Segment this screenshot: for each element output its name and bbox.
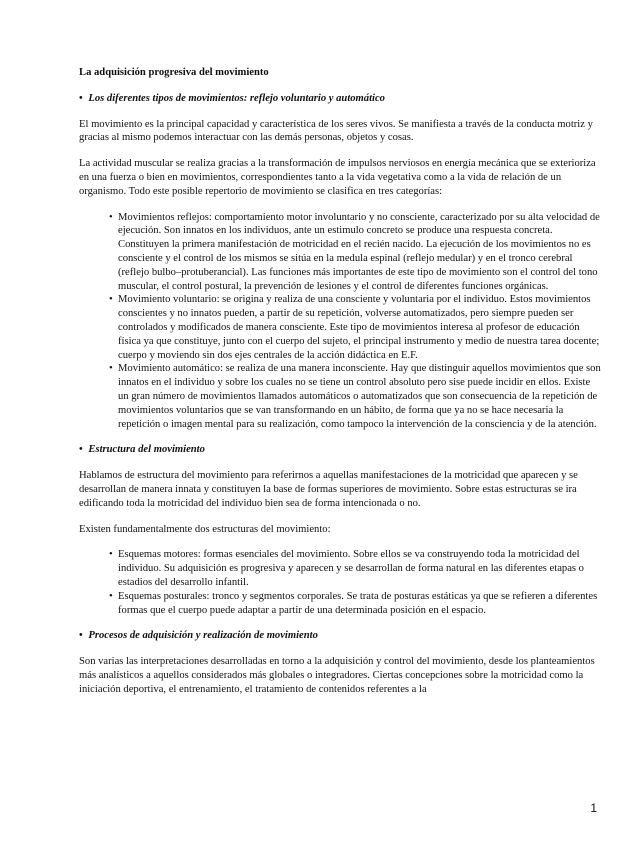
bullet-icon: •: [79, 92, 83, 104]
bullet-list-tipos: [79, 211, 601, 432]
section-heading-text: Procesos de adquisición y realización de movimiento: [88, 630, 318, 642]
document-body: [79, 66, 601, 708]
list-item: • Esquemas posturales: tronco y segmentos corporales. Se trata de posturas estáticas ya que se refieren a diferentes formas que el cuerpo puede adaptar a partir de una determinada posición en el espacio.: [118, 590, 601, 618]
section-heading-text: Los diferentes tipos de movimientos: reflejo voluntario y automático: [88, 92, 385, 104]
paragraph: Son varias las interpretaciones desarrolladas en torno a la adquisición y control del movimiento, desde los planteamientos más analísticos a aquellos considerados más globales o integradores. Ciertas concepciones sobre la motricidad como la iniciación deportiva, el entrenamiento, el tratamiento de contenidos referentes a la: [79, 656, 595, 695]
list-item: • Movimiento automático: se realiza de una manera inconsciente. Hay que distinguir aquellos movimientos que son innatos en el individuo y sobre los cuales no se tiene un control absoluto pero sise puede incidir en ellos. Existe un gran número de movimientos llamados automáticos o automatizados que son consecuencia de la repetición de movimientos voluntarios que se van transformando en un hábito, de forma que ya no se hace necesaria la repetición o imagen mental para su realización, como tampoco la intervención de la consciencia y de la atención.: [118, 362, 601, 431]
bullet-icon: •: [79, 630, 83, 642]
paragraph: La actividad muscular se realiza gracias a la transformación de impulsos nerviosos en energía mecánica que se exterioriza en una fuerza o bien en movimientos, correspondientes tanto a la vida vegetativa como a la vida de relación de un organismo. Todo este posible repertorio de movimiento se clasifica en tres categorías:: [79, 158, 596, 197]
bullet-list-estructuras: [79, 548, 601, 617]
bullet-icon: •: [79, 444, 83, 456]
page-number: 1: [590, 801, 597, 815]
section-heading-text: Estructura del movimiento: [88, 444, 205, 456]
section-heading-estructura: [79, 443, 601, 457]
list-item: • Movimientos reflejos: comportamiento motor involuntario y no consciente, caracterizado por su alta velocidad de ejecución. Son innatos en los individuos, ante un estimulo concreto se produce una respuesta concreta. Constituyen la primera manifestación de motricidad en el recién nacido. La ejecución de los movimientos no es consciente y el control de los mismos se sitúa en la medula espinal (reflejo medular) y en el tronco cerebral (reflejo bulbo–protuberancial). Las funciones más importantes de este tipo de movimiento son el control del tono muscular, el control postural, la prevención de lesiones y el control de diferentes funciones orgánicas.: [118, 211, 601, 294]
paragraph: Existen fundamentalmente dos estructuras del movimiento:: [79, 523, 331, 535]
list-item: • Movimiento voluntario: se origina y realiza de una consciente y voluntaria por el individuo. Estos movimientos conscientes y no innatos pueden, a partir de su repetición, volverse automatizados, pero siempre pueden ser controlados y modificados de manera consciente. Este tipo de movimientos interesa al profesor de educación física ya que constituye, junto con el cuerpo del sujeto, el principal instrumento y medio de nuestra tarea docente; cuerpo y moviendo sin dos ejes centrales de la acción didáctica en E.F.: [118, 293, 601, 362]
list-item: • Esquemas motores: formas esenciales del movimiento. Sobre ellos se va construyendo toda la motricidad del individuo. Su adquisición es progresiva y aparecen y se desarrollan de forma natural en las diferentes etapas o estadios del desarrollo infantil.: [118, 548, 601, 589]
section-heading-tipos-movimientos: [79, 92, 601, 106]
paragraph: El movimiento es la principal capacidad y característica de los seres vivos. Se manifiesta a través de la conducta motriz y gracias al mismo podemos interactuar con las demás personas, objetos y cosas.: [79, 118, 593, 144]
document-title: La adquisición progresiva del movimiento: [79, 67, 269, 78]
paragraph: Hablamos de estructura del movimiento para referirnos a aquellas manifestaciones de la motricidad que aparecen y se desarrollan de manera innata y constituyen la base de formas superiores de movimiento. Sobre estas estructuras se ira edificando toda la motricidad del individuo bien sea de forma intencionada o no.: [79, 470, 578, 509]
section-heading-procesos: [79, 629, 601, 643]
